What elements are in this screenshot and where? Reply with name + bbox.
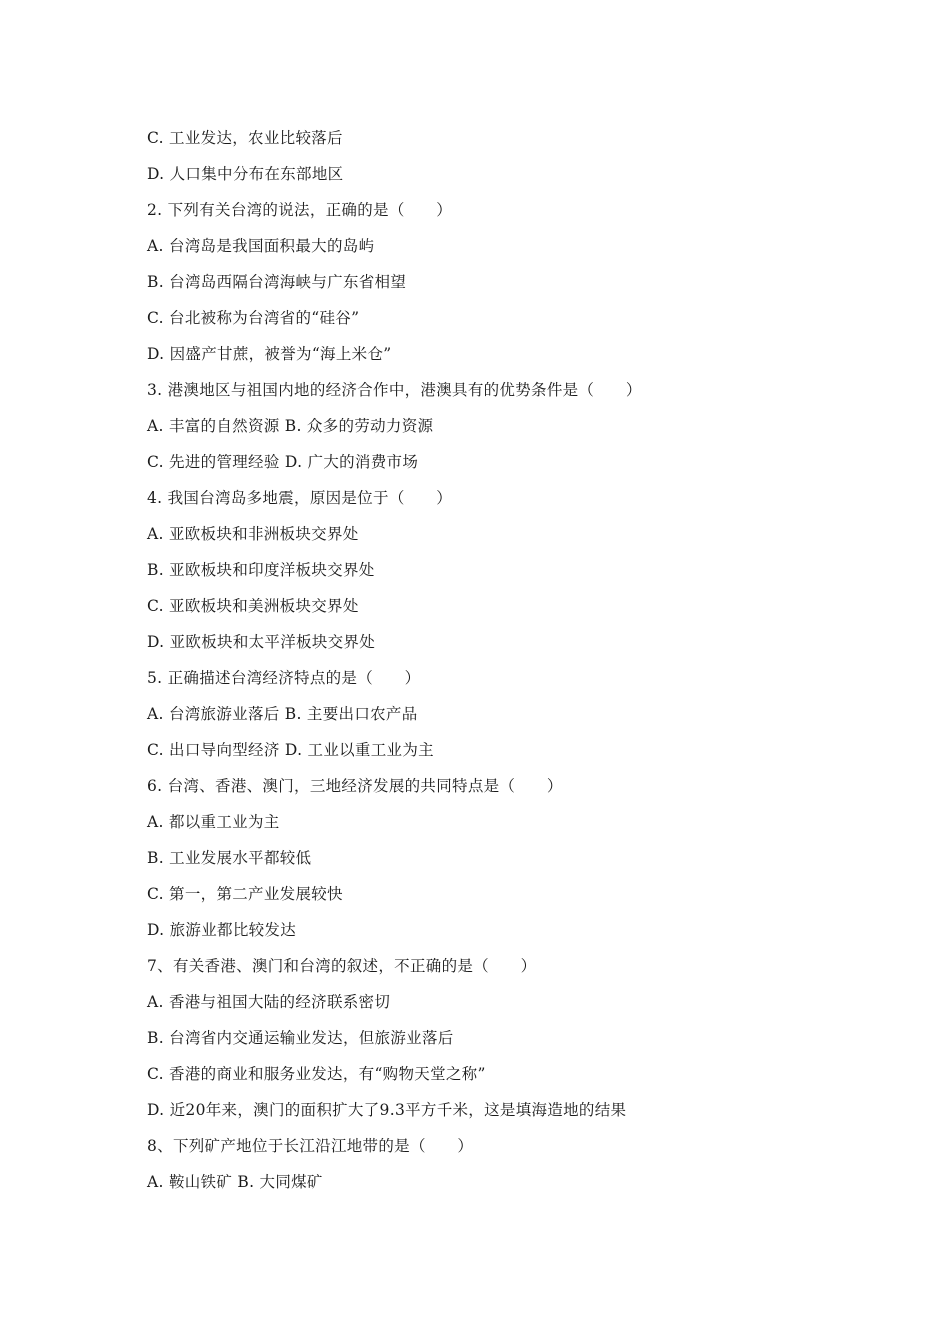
question-stem: 6. 台湾、香港、澳门，三地经济发展的共同特点是（ ） <box>147 777 563 795</box>
question-stem: 8、下列矿产地位于长江沿江地带的是（ ） <box>147 1137 474 1155</box>
answer-option: D. 旅游业都比较发达 <box>147 921 297 939</box>
question-stem: 7、有关香港、澳门和台湾的叙述，不正确的是（ ） <box>147 957 537 975</box>
answer-option: D. 亚欧板块和太平洋板块交界处 <box>147 633 376 651</box>
answer-option: B. 台湾省内交通运输业发达，但旅游业落后 <box>147 1029 454 1047</box>
answer-option: A. 都以重工业为主 <box>147 813 280 831</box>
answer-option: A. 丰富的自然资源 B. 众多的劳动力资源 <box>147 417 434 435</box>
question-list <box>147 124 867 1204</box>
answer-option: C. 台北被称为台湾省的“硅谷” <box>147 309 360 327</box>
question-stem: 3. 港澳地区与祖国内地的经济合作中，港澳具有的优势条件是（ ） <box>147 381 642 399</box>
answer-option: C. 第一，第二产业发展较快 <box>147 885 343 903</box>
answer-option: C. 香港的商业和服务业发达，有“购物天堂之称” <box>147 1065 486 1083</box>
answer-option: A. 亚欧板块和非洲板块交界处 <box>147 525 359 543</box>
answer-option: D. 因盛产甘蔗，被誉为“海上米仓” <box>147 345 392 363</box>
text-line: D. 人口集中分布在东部地区 <box>147 165 344 183</box>
answer-option: B. 工业发展水平都较低 <box>147 849 312 867</box>
question-stem: 2. 下列有关台湾的说法，正确的是（ ） <box>147 201 453 219</box>
answer-option: C. 亚欧板块和美洲板块交界处 <box>147 597 359 615</box>
answer-option: D. 近20年来，澳门的面积扩大了9.3平方千米，这是填海造地的结果 <box>147 1101 627 1119</box>
question-stem: 5. 正确描述台湾经济特点的是（ ） <box>147 669 421 687</box>
answer-option: A. 台湾岛是我国面积最大的岛屿 <box>147 237 375 255</box>
question-stem: 4. 我国台湾岛多地震，原因是位于（ ） <box>147 489 453 507</box>
answer-option: B. 亚欧板块和印度洋板块交界处 <box>147 561 375 579</box>
answer-option: B. 台湾岛西隔台湾海峡与广东省相望 <box>147 273 407 291</box>
answer-option: C. 出口导向型经济 D. 工业以重工业为主 <box>147 741 434 759</box>
answer-option: A. 香港与祖国大陆的经济联系密切 <box>147 993 391 1011</box>
text-line: C. 工业发达，农业比较落后 <box>147 129 343 147</box>
answer-option: A. 台湾旅游业落后 B. 主要出口农产品 <box>147 705 418 723</box>
answer-option: C. 先进的管理经验 D. 广大的消费市场 <box>147 453 419 471</box>
answer-option: A. 鞍山铁矿 B. 大同煤矿 <box>147 1173 323 1191</box>
